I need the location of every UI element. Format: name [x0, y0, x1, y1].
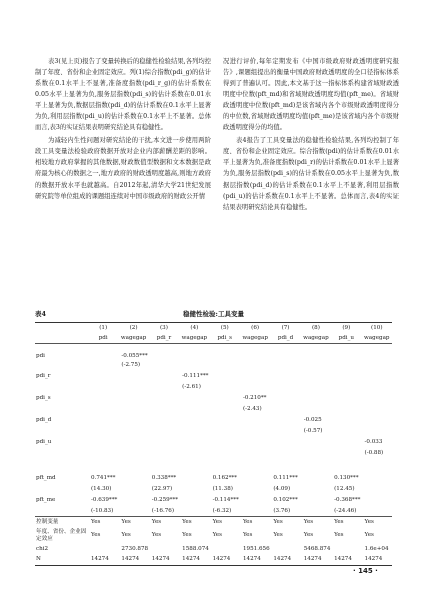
table-cell: Yes: [334, 532, 344, 538]
table-cell: [179, 405, 209, 414]
table-cell: [240, 436, 270, 449]
table-cell: 14274: [270, 555, 300, 566]
paragraph: 表3(见上页)报告了变量转换后的稳健性检验结果,各列均控制了年度、省份和企业固定效应。列(1)综合指数(pdi_g)的估计系数在0.1水平上不显著,准备度指数(pdi_r_g)的估计系数在0.05水平上显著为负,服务层指数(pdi_s)的估计系数在0.01水平上显著为负,数据层指数(pdi_d)的估计系数在0.1水平上显著为负,利用层指数(pdi_u)的估计系数在0.1水平上不显著。总体而言,表3的实证结果表明研究结论具有稳健性。: [35, 58, 211, 132]
table-cell: [118, 392, 148, 405]
table-row: [35, 485, 392, 494]
table-cell: Yes: [151, 532, 162, 538]
paragraph: 况进行评价,每年定期发布《中国市级政府财政透明度研究报告》,课题组提出的衡量中国政府财政透明度的全口径指标体系得到了普遍认可。因此,本文基于这一指标体系构建省域财政透明度中位数(pft_md)和省域财政透明度均值(pft_me)。省域财政透明度中位数(pft_md)是该省域内各个市级财政透明度得分的中位数,省域财政透明度均值(pft_me)是该省域内各个市级财政透明度得分的均值。: [223, 58, 399, 132]
table-cell: (14.30): [91, 486, 112, 492]
column-variable: pdi_u: [331, 333, 361, 344]
table-cell: -0.025: [303, 417, 322, 423]
table-cell: [301, 494, 331, 507]
paragraph: 表4报告了工具变量法的稳健性检验结果,各列均控制了年度、省份和企业固定效应。综合指数(pdi)的估计系数在0.01水平上显著为负,准备度指数(pdi_r)的估计系数在0.01水平上显著为负,服务层指数(pdi_s)的估计系数在0.05水平上显著为负,数据层指数(pdi_d)的估计系数在0.1水平上不显著,利用层指数(pdi_u)的估计系数在0.1水平上不显著。总体而言,表4的实证结果表明研究结论具有稳健性。: [223, 137, 399, 211]
column-number: (3): [149, 323, 179, 334]
table-cell: [210, 544, 240, 555]
table-cell: [240, 485, 270, 494]
table-cell: Yes: [121, 532, 131, 538]
table-cell: [240, 507, 270, 517]
table-cell: [118, 383, 148, 392]
table-cell: [362, 383, 392, 392]
table-cell: [362, 405, 392, 414]
row-label: pdi: [36, 353, 45, 359]
table-corner-cell: [35, 333, 88, 344]
row-label: pdi_s: [36, 395, 51, 401]
table-cell: (-2.61): [182, 384, 201, 390]
table-cell: [210, 449, 240, 458]
table-cell: [149, 449, 179, 458]
table-cell: [270, 405, 300, 414]
table-cell: [88, 352, 118, 361]
table-cell: [331, 544, 361, 555]
table-row: [35, 427, 392, 436]
table-cell: [331, 427, 361, 436]
column-variable: wagegap: [301, 333, 331, 344]
table-cell: [118, 449, 148, 458]
column-variable: wagegap: [179, 333, 209, 344]
table-cell: (11.38): [212, 486, 233, 492]
column-variable: pdi_s: [210, 333, 240, 344]
table-footer-row: [35, 544, 392, 555]
column-number: (1): [88, 323, 118, 334]
table-cell: [179, 392, 209, 405]
column-variable: wagegap: [118, 333, 148, 344]
table-cell: Yes: [273, 532, 283, 538]
table-cell: [179, 494, 209, 507]
row-label: pdi_d: [36, 417, 52, 423]
table-cell: 1.6e+04: [364, 545, 389, 552]
table-cell: 0.130***: [334, 475, 359, 481]
table-cell: (-16.76): [151, 508, 175, 514]
table-cell: [88, 414, 118, 427]
column-number: (6): [240, 323, 270, 334]
table-cell: [88, 427, 118, 436]
row-label: [35, 485, 88, 494]
table-cell: (-2.75): [121, 362, 141, 368]
table-cell: [210, 370, 240, 383]
table-footer-row: [35, 528, 392, 544]
table-cell: (-10.83): [91, 508, 114, 514]
table-cell: [240, 361, 270, 370]
table-cell: [210, 414, 240, 427]
table-title: 稳健性检验:工具变量: [183, 310, 244, 318]
table-cell: (-0.57): [303, 428, 323, 434]
row-label: chi2: [36, 545, 49, 552]
table-cell: Yes: [301, 517, 331, 528]
table-cell: -0.639***: [91, 497, 118, 503]
table-cell: [240, 494, 270, 507]
spacer-cell: [35, 458, 392, 472]
table-cell: [149, 414, 179, 427]
table-cell: [210, 427, 240, 436]
table-cell: Yes: [242, 532, 253, 538]
table-cell: [240, 449, 270, 458]
table-row: [35, 472, 392, 485]
table-cell: 1951.656: [242, 545, 270, 552]
column-number: (2): [118, 323, 148, 334]
table-cell: [270, 361, 300, 370]
table-cell: (-24.46): [334, 508, 357, 514]
table-cell: [210, 352, 240, 361]
table-cell: [362, 370, 392, 383]
table-cell: 14274: [331, 555, 361, 566]
table-cell: [118, 370, 148, 383]
table-cell: Yes: [303, 532, 314, 538]
table-cell: [331, 361, 361, 370]
table-spacer: [35, 344, 392, 353]
table-cell: [88, 392, 118, 405]
table-cell: [179, 485, 209, 494]
table-cell: [149, 405, 179, 414]
table-cell: [331, 436, 361, 449]
table-cell: [362, 427, 392, 436]
table-cell: Yes: [362, 517, 392, 528]
table-corner-cell: [35, 323, 88, 334]
table-cell: Yes: [364, 532, 374, 538]
spacer-cell: [35, 344, 392, 353]
row-label: [35, 383, 88, 392]
row-label: [35, 427, 88, 436]
table-cell: [179, 414, 209, 427]
table-cell: [210, 392, 240, 405]
table-cell: [149, 427, 179, 436]
table-cell: [88, 405, 118, 414]
table-cell: [179, 427, 209, 436]
table-cell: [301, 392, 331, 405]
table-cell: (3.76): [273, 508, 291, 514]
table-cell: [179, 352, 209, 361]
table-cell: [179, 361, 209, 370]
row-label: [35, 405, 88, 414]
table-cell: 14274: [118, 555, 148, 566]
table-cell: [270, 383, 300, 392]
table-cell: -0.368***: [334, 497, 361, 503]
row-label: pdi_u: [36, 439, 52, 445]
table-cell: [331, 392, 361, 405]
table-cell: -0.033: [364, 439, 383, 445]
table-cell: [362, 507, 392, 517]
table-cell: [362, 414, 392, 427]
table-cell: [149, 392, 179, 405]
table-cell: [118, 436, 148, 449]
table-cell: [118, 414, 148, 427]
table-header-row: [35, 323, 392, 334]
table-cell: [301, 436, 331, 449]
table-cell: [362, 494, 392, 507]
table-cell: [118, 405, 148, 414]
table-cell: [301, 352, 331, 361]
table-row: [35, 370, 392, 383]
row-label: pft_md: [36, 475, 56, 481]
table-cell: Yes: [182, 532, 192, 538]
table-cell: [301, 361, 331, 370]
table-cell: [270, 370, 300, 383]
table-cell: Yes: [179, 517, 209, 528]
table-cell: (4.09): [273, 486, 291, 492]
table-cell: -0.111***: [182, 373, 209, 379]
table-cell: [118, 485, 148, 494]
column-variable: wagegap: [362, 333, 392, 344]
table-cell: (-0.88): [364, 450, 384, 456]
row-label: N: [35, 555, 88, 566]
table-cell: [331, 352, 361, 361]
table-footer-row: [35, 555, 392, 566]
table-cell: [149, 383, 179, 392]
table-cell: [118, 507, 148, 517]
table-cell: (12.45): [334, 486, 355, 492]
table-cell: [270, 414, 300, 427]
table-cell: [301, 507, 331, 517]
column-number: (9): [331, 323, 361, 334]
table-cell: [270, 352, 300, 361]
table-cell: 14274: [149, 555, 179, 566]
table-row: [35, 494, 392, 507]
table-cell: [179, 436, 209, 449]
row-label: [35, 507, 88, 517]
table-cell: -0.055***: [121, 353, 148, 359]
table-cell: Yes: [118, 517, 148, 528]
table-cell: [88, 383, 118, 392]
left-text-column: [35, 56, 211, 202]
table-row: [35, 449, 392, 458]
column-number: (7): [270, 323, 300, 334]
table-header-row: [35, 333, 392, 344]
table-cell: 5468.874: [303, 545, 331, 552]
table-cell: [149, 436, 179, 449]
table-label: 表4: [35, 310, 47, 318]
table-cell: [301, 449, 331, 458]
table-cell: [240, 352, 270, 361]
table-cell: [179, 472, 209, 485]
table-footer-row: [35, 517, 392, 528]
table-cell: 0.102***: [273, 497, 298, 503]
table-cell: [301, 370, 331, 383]
table-cell: [362, 392, 392, 405]
table-cell: 14274: [88, 555, 118, 566]
table-row: [35, 383, 392, 392]
column-number: (5): [210, 323, 240, 334]
table-cell: [240, 427, 270, 436]
table-cell: [118, 472, 148, 485]
table-cell: [331, 449, 361, 458]
results-table: [35, 322, 392, 566]
table-cell: [210, 436, 240, 449]
table-cell: [88, 370, 118, 383]
table-cell: [362, 352, 392, 361]
table-cell: [301, 405, 331, 414]
table-cell: -0.259***: [151, 497, 179, 503]
table-row: [35, 361, 392, 370]
table-row: [35, 414, 392, 427]
table-cell: [270, 436, 300, 449]
row-label: 年度、省份、企业固定效应: [36, 529, 87, 542]
table-row: [35, 392, 392, 405]
table-cell: -0.114***: [212, 497, 239, 503]
table-row: [35, 507, 392, 517]
table-cell: -0.210**: [242, 395, 267, 401]
table-cell: Yes: [149, 517, 179, 528]
table-cell: 0.338***: [151, 475, 177, 481]
row-label: 控制变量: [35, 517, 88, 528]
table-cell: [149, 544, 179, 555]
table-row: [35, 352, 392, 361]
row-label: pdi_r: [36, 373, 51, 379]
column-number: (8): [301, 323, 331, 334]
table-cell: [240, 472, 270, 485]
table-cell: [88, 544, 118, 555]
table-cell: [270, 544, 300, 555]
paragraph: 为减轻内生性问题对研究结论的干扰,本文进一步使用两阶段工具变量法检验政府数据开放对企业内部薪酬差距的影响。相较地方政府掌握的其他数据,财政数值型数据和文本数据是政府最为核心的数据之一,地方政府的财政透明度越高,则地方政府的数据开放水平也就越高。自2012年起,清华大学21世纪发展研究院等单位组成的课题组连续对中国市级政府的财政公开情: [35, 137, 211, 200]
table-row: [35, 405, 392, 414]
table-cell: [301, 485, 331, 494]
table-cell: [301, 383, 331, 392]
table-cell: [149, 352, 179, 361]
table-row: [35, 436, 392, 449]
table-cell: [210, 361, 240, 370]
table-cell: [118, 427, 148, 436]
row-label: [35, 361, 88, 370]
column-variable: pdi_d: [270, 333, 300, 344]
table-cell: Yes: [91, 532, 101, 538]
table-spacer: [35, 458, 392, 472]
column-variable: pdi: [88, 333, 118, 344]
table-cell: [270, 449, 300, 458]
table-cell: 14274: [301, 555, 331, 566]
table-cell: Yes: [270, 517, 300, 528]
column-number: (10): [362, 323, 392, 334]
table-cell: [88, 449, 118, 458]
table-cell: Yes: [331, 517, 361, 528]
table-cell: [179, 507, 209, 517]
table-cell: Yes: [212, 532, 222, 538]
table-cell: 0.111***: [273, 475, 298, 481]
table-cell: [240, 383, 270, 392]
column-number: (4): [179, 323, 209, 334]
row-label: pft_me: [36, 497, 56, 503]
table-cell: 14274: [240, 555, 270, 566]
table-cell: 1588.074: [182, 545, 209, 552]
table-cell: [210, 405, 240, 414]
table-cell: 14274: [362, 555, 392, 566]
table-cell: (22.97): [151, 486, 173, 492]
page-number: · 145 ·: [353, 567, 378, 575]
table-cell: [331, 405, 361, 414]
table-cell: 2730.878: [121, 545, 149, 552]
right-text-column: [223, 56, 399, 213]
table-cell: [362, 485, 392, 494]
column-variable: pdi_r: [149, 333, 179, 344]
table-cell: [331, 370, 361, 383]
table-cell: [301, 472, 331, 485]
table-cell: 14274: [179, 555, 209, 566]
table-cell: (-6.32): [212, 508, 232, 514]
table-cell: 0.741***: [91, 475, 116, 481]
table-cell: [362, 472, 392, 485]
table-cell: Yes: [210, 517, 240, 528]
table-cell: [270, 427, 300, 436]
row-label: [35, 449, 88, 458]
table-cell: Yes: [88, 517, 118, 528]
column-variable: wagegap: [240, 333, 270, 344]
table-cell: [270, 392, 300, 405]
table-cell: [149, 361, 179, 370]
table-cell: [118, 494, 148, 507]
table-cell: [331, 414, 361, 427]
table-cell: 14274: [210, 555, 240, 566]
table-cell: [331, 383, 361, 392]
table-cell: [88, 361, 118, 370]
table-cell: [149, 370, 179, 383]
table-cell: 0.162***: [212, 475, 237, 481]
table-cell: [240, 414, 270, 427]
table-cell: [179, 449, 209, 458]
table-cell: (-2.43): [242, 406, 262, 412]
table-cell: Yes: [240, 517, 270, 528]
table-cell: [362, 361, 392, 370]
table-cell: [240, 370, 270, 383]
table-cell: [88, 436, 118, 449]
table-cell: [210, 383, 240, 392]
